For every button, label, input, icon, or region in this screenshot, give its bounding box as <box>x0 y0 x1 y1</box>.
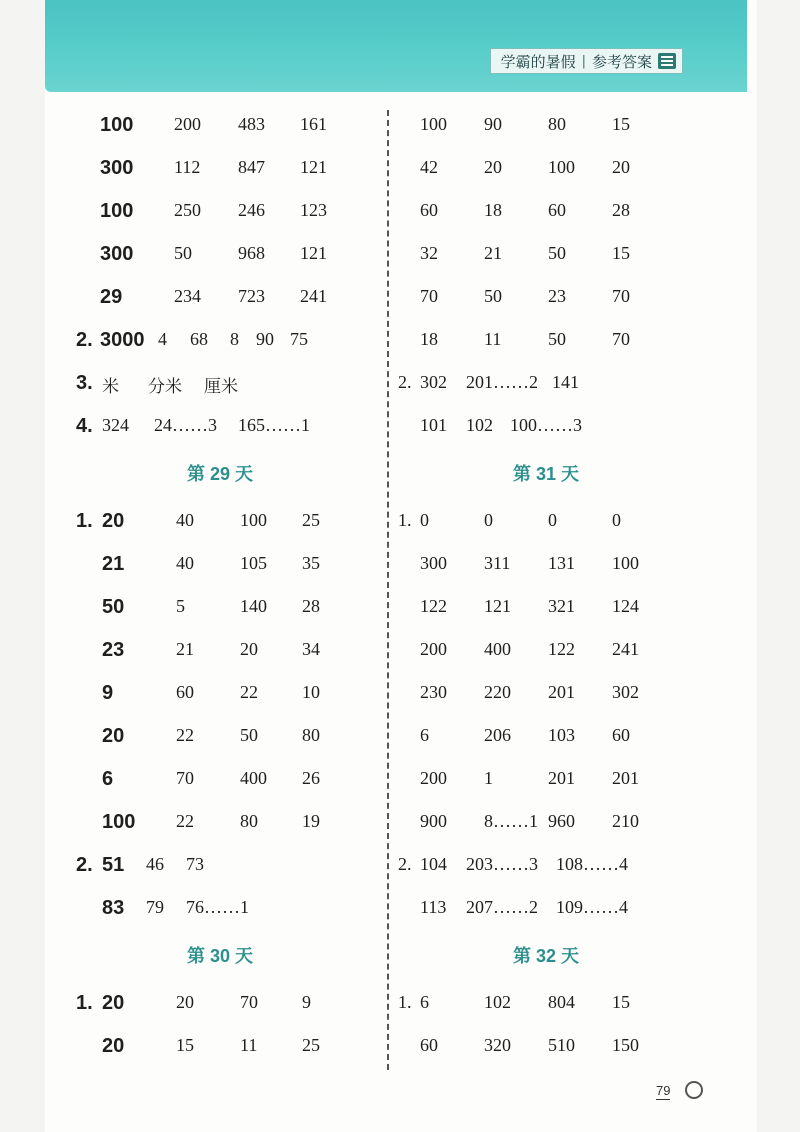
answer-cell: 320 <box>484 1035 511 1055</box>
answer-row <box>396 1025 696 1068</box>
answer-row <box>70 233 370 276</box>
answer-row <box>70 629 370 672</box>
answer-cell: 201 <box>548 682 575 702</box>
answer-cell: 60 <box>176 682 194 702</box>
answer-cell: 321 <box>548 596 575 616</box>
answer-row <box>70 982 370 1025</box>
answer-cell: 510 <box>548 1035 575 1055</box>
answer-cell: 300 <box>420 553 447 573</box>
answer-row <box>70 1025 370 1068</box>
answer-row <box>396 982 696 1025</box>
answer-cell: 140 <box>240 596 267 616</box>
book-title: 学霸的暑假 <box>500 52 576 71</box>
answer-cell: 241 <box>612 639 639 659</box>
answer-cell: 131 <box>548 553 575 573</box>
answer-row <box>70 147 370 190</box>
answer-cell: 324 <box>102 415 129 435</box>
answer-cell: 21 <box>484 243 502 263</box>
answer-cell: 79 <box>146 897 164 917</box>
answer-cell: 22 <box>176 725 194 745</box>
question-number: 2. <box>76 329 93 351</box>
answer-cell: 250 <box>174 200 201 220</box>
answer-cell: 102 <box>484 992 511 1012</box>
answer-cell: 73 <box>186 854 204 874</box>
question-number: 1. <box>398 510 412 530</box>
question-4-row <box>70 405 370 448</box>
answer-cell: 60 <box>420 1035 438 1055</box>
answer-cell: 80 <box>240 811 258 831</box>
answer-cell: 10 <box>302 682 320 702</box>
answer-cell: 90 <box>484 114 502 134</box>
answer-row <box>396 801 696 844</box>
answer-cell: 100 <box>548 157 575 177</box>
answer-cell: 100 <box>612 553 639 573</box>
answer-cell: 60 <box>548 200 566 220</box>
answer-cell: 70 <box>420 286 438 306</box>
answer-cell: 210 <box>612 811 639 831</box>
answer-cell: 400 <box>240 768 267 788</box>
answer-cell: 20 <box>102 725 125 747</box>
answer-cell: 75 <box>290 329 308 349</box>
answer-cell: 23 <box>548 286 566 306</box>
answer-cell: 46 <box>146 854 164 874</box>
answer-cell: 18 <box>484 200 502 220</box>
answer-row <box>396 190 696 233</box>
answer-row <box>396 405 696 448</box>
answer-cell: 200 <box>174 114 201 134</box>
answer-cell: 0 <box>612 510 621 530</box>
answer-cell: 32 <box>420 243 438 263</box>
answer-cell: 300 <box>100 243 134 265</box>
answer-cell: 8……1 <box>484 811 538 831</box>
answer-row <box>396 543 696 586</box>
answer-cell: 121 <box>484 596 511 616</box>
answer-cell: 28 <box>612 200 630 220</box>
answer-cell: 70 <box>176 768 194 788</box>
answer-cell: 122 <box>420 596 447 616</box>
answer-row <box>396 844 696 887</box>
answer-cell: 90 <box>256 329 274 349</box>
answer-cell: 22 <box>240 682 258 702</box>
answer-cell: 22 <box>176 811 194 831</box>
answer-cell: 15 <box>612 114 630 134</box>
answer-cell: 60 <box>612 725 630 745</box>
answer-cell: 15 <box>612 243 630 263</box>
answer-cell: 26 <box>302 768 320 788</box>
answer-cell: 165……1 <box>238 415 310 435</box>
answer-cell: 24……3 <box>154 415 217 435</box>
answer-cell: 70 <box>612 286 630 306</box>
question-number: 2. <box>398 854 412 874</box>
answer-cell: 201……2 <box>466 372 538 392</box>
answer-cell: 21 <box>102 553 125 575</box>
answer-cell: 9 <box>302 992 311 1012</box>
answer-cell: 6 <box>420 992 429 1012</box>
answer-cell: 0 <box>548 510 557 530</box>
answer-cell: 100 <box>420 114 447 134</box>
book-icon <box>658 53 676 69</box>
answer-cell: 101 <box>420 415 447 435</box>
question-number: 2. <box>398 372 412 392</box>
answer-cell: 300 <box>100 157 134 179</box>
column-divider <box>387 110 389 1070</box>
answer-row <box>70 715 370 758</box>
answer-cell: 40 <box>176 553 194 573</box>
answer-row <box>70 672 370 715</box>
answer-cell: 103 <box>548 725 575 745</box>
question-3-row <box>70 362 370 405</box>
header-band <box>45 0 747 92</box>
answer-cell: 23 <box>102 639 125 661</box>
answer-cell: 302 <box>612 682 639 702</box>
header-label <box>490 48 683 74</box>
answer-cell: 28 <box>302 596 320 616</box>
answer-row <box>396 104 696 147</box>
answer-cell: 241 <box>300 286 327 306</box>
answer-cell: 18 <box>420 329 438 349</box>
answer-cell: 76……1 <box>186 897 249 917</box>
section-title-day-30: 第 30 天 <box>186 946 254 966</box>
answer-row <box>396 672 696 715</box>
answer-row <box>396 715 696 758</box>
answer-row <box>396 629 696 672</box>
answer-cell: 20 <box>176 992 194 1012</box>
question-number: 4. <box>76 415 93 437</box>
answer-cell: 220 <box>484 682 511 702</box>
question-2-row <box>396 362 696 405</box>
answer-cell: 厘米 <box>204 377 238 397</box>
answer-cell: 0 <box>420 510 429 530</box>
answer-cell: 847 <box>238 157 265 177</box>
answer-cell: 1 <box>484 768 493 788</box>
answer-cell: 42 <box>420 157 438 177</box>
answer-row <box>70 758 370 801</box>
answer-cell: 80 <box>548 114 566 134</box>
answer-cell: 311 <box>484 553 511 573</box>
answer-cell: 35 <box>302 553 320 573</box>
answer-cell: 100 <box>100 114 134 136</box>
answer-cell: 400 <box>484 639 511 659</box>
section-title-day-29: 第 29 天 <box>186 464 254 484</box>
answer-cell: 100 <box>102 811 136 833</box>
answer-row <box>396 758 696 801</box>
answer-row <box>396 500 696 543</box>
answer-row <box>396 319 696 362</box>
section-title-day-32: 第 32 天 <box>512 946 580 966</box>
answer-cell: 100 <box>100 200 134 222</box>
answer-cell: 121 <box>300 243 327 263</box>
question-2-row <box>70 319 370 362</box>
question-number: 1. <box>76 510 93 532</box>
answer-cell: 203……3 <box>466 854 538 874</box>
answer-cell: 161 <box>300 114 327 134</box>
answer-cell: 201 <box>548 768 575 788</box>
answer-cell: 51 <box>102 854 125 876</box>
answer-cell: 100……3 <box>510 415 582 435</box>
answer-cell: 6 <box>420 725 429 745</box>
sun-icon <box>685 1081 703 1099</box>
answer-row <box>70 844 370 887</box>
answer-cell: 150 <box>612 1035 639 1055</box>
answer-cell: 20 <box>102 1035 125 1057</box>
answer-row <box>70 586 370 629</box>
answer-cell: 302 <box>420 372 447 392</box>
answer-row <box>70 801 370 844</box>
answer-cell: 20 <box>102 992 125 1014</box>
answer-cell: 50 <box>548 243 566 263</box>
page-number: 79 <box>656 1083 671 1098</box>
answer-cell: 20 <box>484 157 502 177</box>
question-number: 1. <box>76 992 93 1014</box>
answer-cell: 113 <box>420 897 447 917</box>
left-column <box>70 104 370 1068</box>
answer-cell: 50 <box>484 286 502 306</box>
answer-cell: 11 <box>240 1035 258 1055</box>
answer-row <box>396 887 696 930</box>
header-separator: | <box>581 53 586 69</box>
answer-cell: 123 <box>300 200 327 220</box>
section-title-day-31: 第 31 天 <box>512 464 580 484</box>
answer-row <box>70 276 370 319</box>
answer-cell: 804 <box>548 992 575 1012</box>
answer-row <box>70 500 370 543</box>
answer-row <box>396 586 696 629</box>
question-number: 3. <box>76 372 93 394</box>
answer-cell: 3000 <box>100 329 145 351</box>
answer-cell: 483 <box>238 114 265 134</box>
answer-cell: 50 <box>174 243 192 263</box>
answer-row <box>70 887 370 930</box>
answer-cell: 20 <box>102 510 125 532</box>
answer-cell: 124 <box>612 596 639 616</box>
answer-cell: 109……4 <box>556 897 628 917</box>
answer-cell: 50 <box>102 596 125 618</box>
answer-cell: 200 <box>420 639 447 659</box>
answer-cell: 21 <box>176 639 194 659</box>
right-column <box>396 104 696 1068</box>
answer-cell: 141 <box>552 372 579 392</box>
answer-cell: 9 <box>102 682 114 704</box>
answer-cell: 108……4 <box>556 854 628 874</box>
answer-cell: 34 <box>302 639 320 659</box>
answer-cell: 80 <box>302 725 320 745</box>
answer-cell: 米 <box>102 377 119 397</box>
answer-cell: 121 <box>300 157 327 177</box>
answer-cell: 230 <box>420 682 447 702</box>
answer-cell: 83 <box>102 897 125 919</box>
answer-cell: 104 <box>420 854 447 874</box>
answer-cell: 105 <box>240 553 267 573</box>
answer-cell: 5 <box>176 596 185 616</box>
answer-cell: 15 <box>176 1035 194 1055</box>
answer-cell: 分米 <box>148 377 182 397</box>
answer-row <box>396 147 696 190</box>
answer-cell: 6 <box>102 768 114 790</box>
answer-cell: 70 <box>240 992 258 1012</box>
answer-cell: 20 <box>240 639 258 659</box>
answer-cell: 201 <box>612 768 639 788</box>
section-name: 参考答案 <box>591 52 652 71</box>
answer-row <box>70 104 370 147</box>
answer-cell: 200 <box>420 768 447 788</box>
answer-cell: 723 <box>238 286 265 306</box>
answer-cell: 19 <box>302 811 320 831</box>
answer-cell: 68 <box>190 329 208 349</box>
answer-cell: 4 <box>158 329 167 349</box>
answer-cell: 8 <box>230 329 239 349</box>
answer-cell: 50 <box>240 725 258 745</box>
answer-cell: 112 <box>174 157 201 177</box>
answer-row <box>70 190 370 233</box>
answer-cell: 206 <box>484 725 511 745</box>
answer-cell: 20 <box>612 157 630 177</box>
answer-cell: 50 <box>548 329 566 349</box>
question-number: 1. <box>398 992 412 1012</box>
answer-cell: 960 <box>548 811 575 831</box>
answer-cell: 246 <box>238 200 265 220</box>
answer-cell: 11 <box>484 329 502 349</box>
answer-cell: 70 <box>612 329 630 349</box>
answer-cell: 40 <box>176 510 194 530</box>
answer-row <box>70 543 370 586</box>
answer-cell: 100 <box>240 510 267 530</box>
question-number: 2. <box>76 854 93 876</box>
answer-cell: 15 <box>612 992 630 1012</box>
answer-cell: 102 <box>466 415 493 435</box>
answer-row <box>396 276 696 319</box>
answer-cell: 60 <box>420 200 438 220</box>
answer-cell: 900 <box>420 811 447 831</box>
answer-cell: 234 <box>174 286 201 306</box>
answer-cell: 25 <box>302 1035 320 1055</box>
answer-row <box>396 233 696 276</box>
answer-cell: 207……2 <box>466 897 538 917</box>
answer-cell: 122 <box>548 639 575 659</box>
answer-cell: 25 <box>302 510 320 530</box>
answer-cell: 29 <box>100 286 123 308</box>
answer-cell: 0 <box>484 510 493 530</box>
answer-cell: 968 <box>238 243 265 263</box>
